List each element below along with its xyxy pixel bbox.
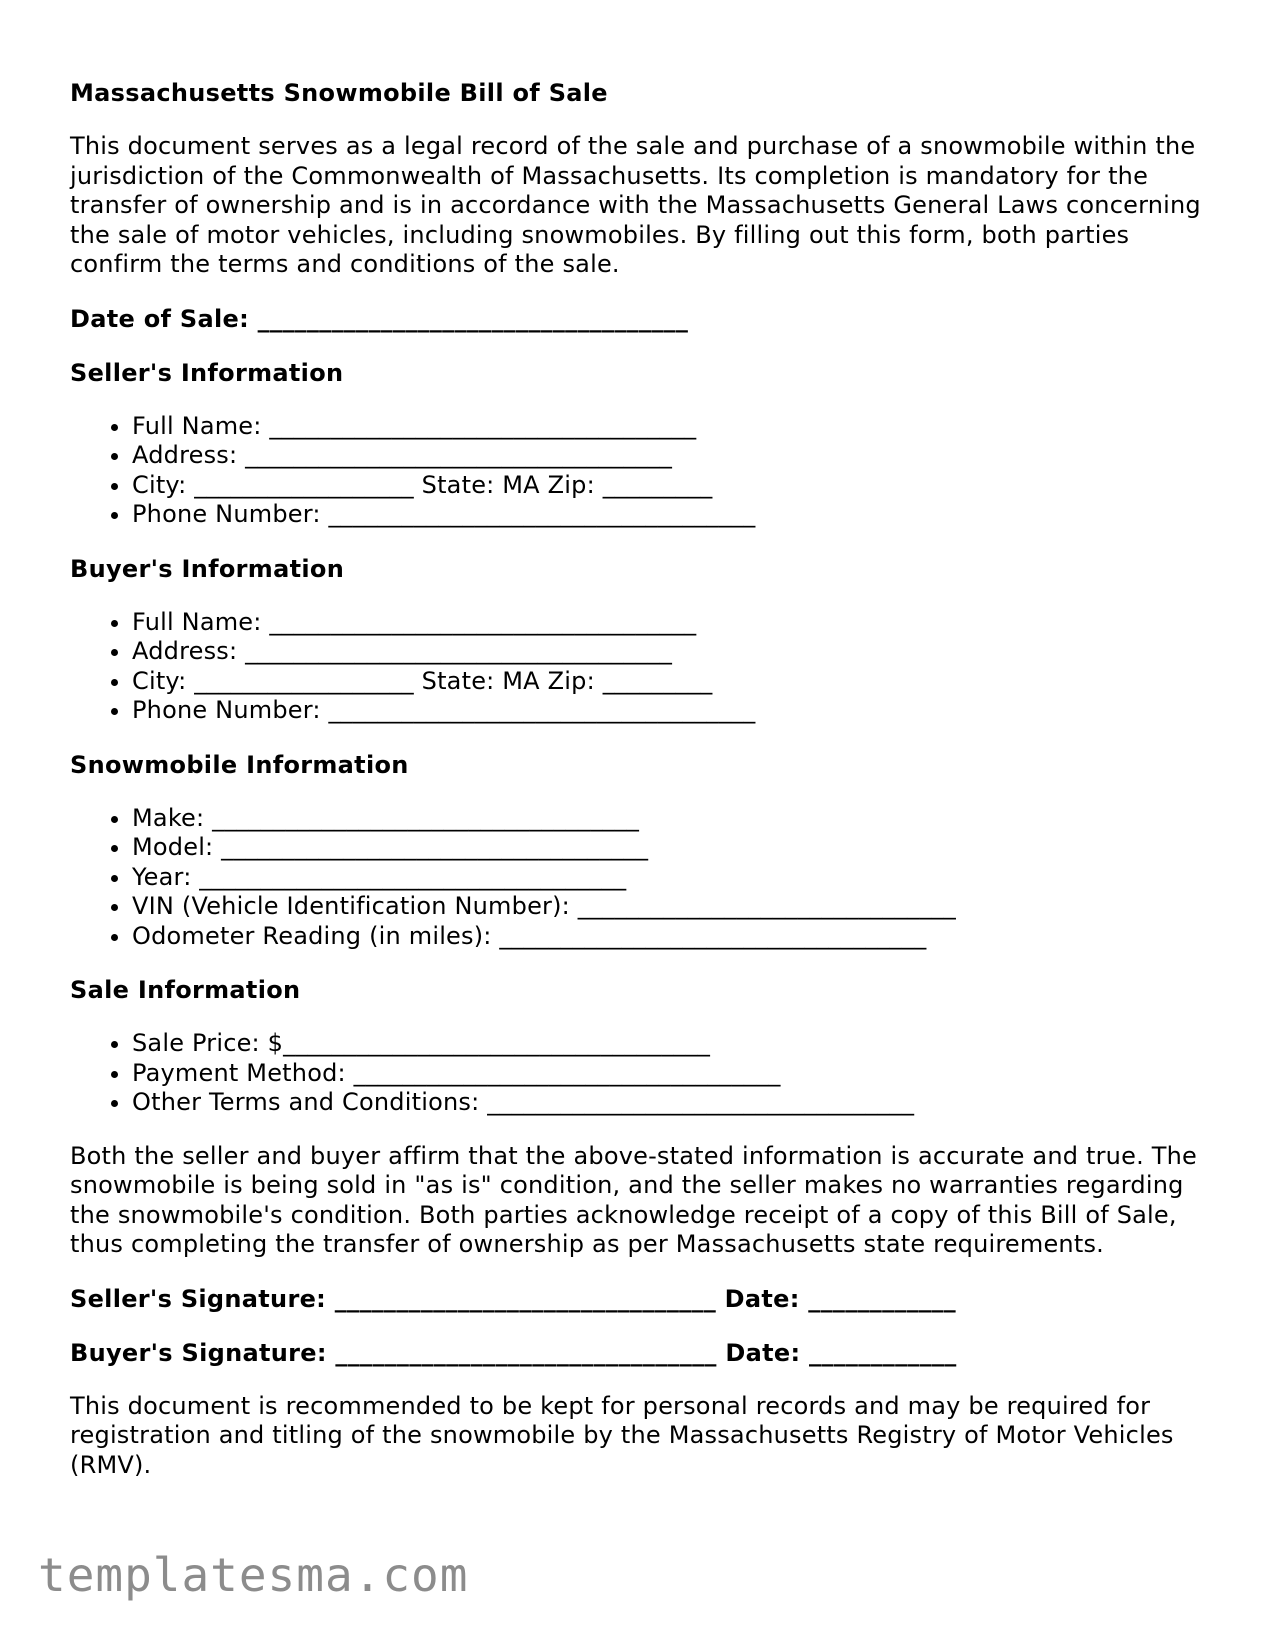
list-item: • Other Terms and Conditions: ___________________________________ [132, 1088, 1210, 1118]
snowmobile-section-heading: Snowmobile Information [70, 750, 409, 779]
list-item: • Phone Number: ___________________________________ [132, 500, 1210, 530]
list-item: • Model: ___________________________________ [132, 833, 1210, 863]
list-item: • Payment Method: ___________________________________ [132, 1059, 1210, 1089]
sale-info-list [70, 1029, 1210, 1118]
sale-section-heading: Sale Information [70, 976, 301, 1004]
snowmobile-info-list [70, 804, 1210, 952]
list-item: • Full Name: ___________________________________ [132, 412, 1210, 442]
list-item: • Make: ___________________________________ [132, 804, 1210, 834]
buyer-info-list [70, 608, 1210, 726]
seller-info-list [70, 412, 1210, 530]
list-item: • City: __________________ State: MA Zip: _________ [132, 667, 1210, 697]
list-item: • Address: ___________________________________ [132, 441, 1210, 471]
buyer-signature-line: Buyer's Signature: _______________________________ Date: ____________ [70, 1338, 957, 1367]
seller-section-heading: Seller's Information [70, 358, 344, 387]
list-item: • Full Name: ___________________________________ [132, 608, 1210, 638]
seller-signature-line: Seller's Signature: _______________________________ Date: ____________ [70, 1284, 956, 1313]
list-item: • Odometer Reading (in miles): ___________________________________ [132, 922, 1210, 952]
affirmation-paragraph: Both the seller and buyer affirm that the above-stated information is accurate and true. The snowmobile is being sold in "as is" condition, and the seller makes no warranties regarding the snowmobile's condition. Both parties acknowledge receipt of a copy of this Bill of Sale, thus completing the transfer of ownership as per Massachusetts state requirements. [70, 1141, 1197, 1258]
date-of-sale-field: Date of Sale: ___________________________________ [70, 304, 689, 333]
document-page [70, 78, 1210, 1504]
list-item: • City: __________________ State: MA Zip: _________ [132, 471, 1210, 501]
list-item: • Year: ___________________________________ [132, 863, 1210, 893]
list-item: • Sale Price: $___________________________________ [132, 1029, 1210, 1059]
list-item: • Address: ___________________________________ [132, 637, 1210, 667]
list-item: • VIN (Vehicle Identification Number): _______________________________ [132, 892, 1210, 922]
buyer-section-heading: Buyer's Information [70, 554, 345, 583]
intro-paragraph: This document serves as a legal record of the sale and purchase of a snowmobile within the jurisdiction of the Commonwealth of Massachusetts. Its completion is mandatory for the transfer of ownership and is in accordance with the Massachusetts General Laws concerning the sale of motor vehicles, including snowmobiles. By filling out this form, both parties confirm the terms and conditions of the sale. [70, 132, 1201, 278]
closing-paragraph: This document is recommended to be kept for personal records and may be required for registration and titling of the snowmobile by the Massachusetts Registry of Motor Vehicles (RMV). [70, 1391, 1174, 1479]
document-title: Massachusetts Snowmobile Bill of Sale [70, 79, 608, 107]
watermark-text: templatesma.com [38, 1548, 469, 1602]
list-item: • Phone Number: ___________________________________ [132, 696, 1210, 726]
